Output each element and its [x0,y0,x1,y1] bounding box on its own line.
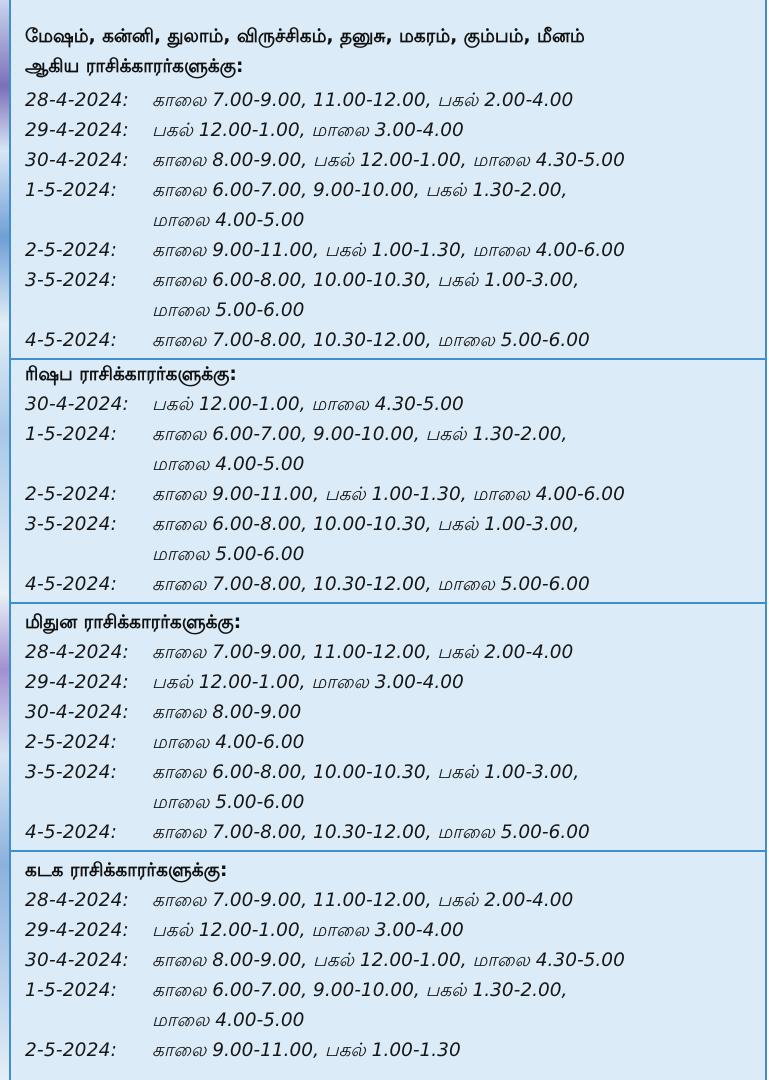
row-date: 3-5-2024: [25,270,118,291]
row-date: 1-5-2024: [25,180,118,201]
time-row [25,480,755,510]
row-times: காலை 7.00-9.00, 11.00-12.00, பகல் 2.00-4.00 [152,890,574,911]
row-date: 4-5-2024: [25,330,118,351]
row-times: காலை 7.00-8.00, 10.30-12.00, மாலை 5.00-6.00 [152,822,590,843]
time-row [25,668,755,698]
row-times: காலை 7.00-8.00, 10.30-12.00, மாலை 5.00-6.00 [152,574,590,595]
section-header: ஆகிய ராசிக்காரர்களுக்கு: [25,56,244,77]
row-times: காலை 6.00-7.00, 9.00-10.00, பகல் 1.30-2.00, [152,980,568,1001]
row-date: 2-5-2024: [25,732,118,753]
row-times: காலை 7.00-8.00, 10.30-12.00, மாலை 5.00-6.00 [152,330,590,351]
section-header: ரிஷப ராசிக்காரர்களுக்கு: [25,364,237,385]
time-row [25,176,755,206]
time-row [25,510,755,540]
time-row [25,390,755,420]
time-row [25,206,755,236]
rasi-section [11,0,765,360]
row-date: 30-4-2024: [25,702,129,723]
time-row [25,420,755,450]
row-times: மாலை 4.00-6.00 [152,732,305,753]
time-row [25,86,755,116]
row-times: மாலை 5.00-6.00 [152,300,305,321]
row-date [25,1006,152,1036]
time-row [25,540,755,570]
time-row [25,146,755,176]
time-row [25,1036,755,1066]
row-date: 29-4-2024: [25,920,129,941]
schedule-panel [9,0,767,1080]
time-row [25,638,755,668]
rasi-section [11,604,765,852]
row-times: காலை 6.00-8.00, 10.00-10.30, பகல் 1.00-3.00, [152,270,580,291]
row-times: காலை 6.00-7.00, 9.00-10.00, பகல் 1.30-2.00, [152,424,568,445]
row-date: 2-5-2024: [25,484,118,505]
row-date: 29-4-2024: [25,672,129,693]
time-row [25,886,755,916]
time-row [25,788,755,818]
row-times: மாலை 4.00-5.00 [152,1010,305,1031]
time-row [25,916,755,946]
row-date: 28-4-2024: [25,890,129,911]
row-date [25,540,152,570]
left-edge-decoration [0,0,9,1080]
row-times: மாலை 4.00-5.00 [152,210,305,231]
row-date [25,296,152,326]
row-times: பகல் 12.00-1.00, மாலை 3.00-4.00 [152,120,464,141]
row-times: பகல் 12.00-1.00, மாலை 4.30-5.00 [152,394,464,415]
row-date: 30-4-2024: [25,394,129,415]
row-date: 4-5-2024: [25,822,118,843]
time-row [25,818,755,848]
row-date: 30-4-2024: [25,950,129,971]
row-date: 1-5-2024: [25,424,118,445]
row-times: காலை 8.00-9.00, பகல் 12.00-1.00, மாலை 4.30-5.00 [152,150,625,171]
row-times: காலை 6.00-8.00, 10.00-10.30, பகல் 1.00-3.00, [152,514,580,535]
time-row [25,946,755,976]
row-times: காலை 9.00-11.00, பகல் 1.00-1.30 [152,1040,461,1061]
row-times: மாலை 4.00-5.00 [152,454,305,475]
time-row [25,450,755,480]
section-header: கடக ராசிக்காரர்களுக்கு: [25,860,228,881]
section-header: மேஷம், கன்னி, துலாம், விருச்சிகம், தனுசு, மகரம், கும்பம், மீனம் [25,26,585,47]
row-times: பகல் 12.00-1.00, மாலை 3.00-4.00 [152,672,464,693]
row-times: மாலை 5.00-6.00 [152,792,305,813]
time-row [25,236,755,266]
time-row [25,570,755,600]
row-date: 30-4-2024: [25,150,129,171]
row-times: காலை 9.00-11.00, பகல் 1.00-1.30, மாலை 4.00-6.00 [152,240,625,261]
time-row [25,976,755,1006]
time-row [25,698,755,728]
row-date: 1-5-2024: [25,980,118,1001]
row-date: 4-5-2024: [25,574,118,595]
row-date: 29-4-2024: [25,120,129,141]
row-date [25,450,152,480]
row-times: காலை 8.00-9.00 [152,702,302,723]
row-date: 3-5-2024: [25,514,118,535]
row-date: 2-5-2024: [25,1040,118,1061]
row-date: 3-5-2024: [25,762,118,783]
time-row [25,296,755,326]
row-date: 28-4-2024: [25,642,129,663]
row-times: மாலை 5.00-6.00 [152,544,305,565]
row-date [25,206,152,236]
row-times: காலை 9.00-11.00, பகல் 1.00-1.30, மாலை 4.00-6.00 [152,484,625,505]
rasi-section [11,852,765,1068]
row-times: காலை 6.00-7.00, 9.00-10.00, பகல் 1.30-2.00, [152,180,568,201]
row-times: காலை 6.00-8.00, 10.00-10.30, பகல் 1.00-3.00, [152,762,580,783]
time-row [25,116,755,146]
time-row [25,758,755,788]
row-date [25,788,152,818]
time-row [25,728,755,758]
time-row [25,326,755,356]
row-date: 2-5-2024: [25,240,118,261]
section-header: மிதுன ராசிக்காரர்களுக்கு: [25,612,242,633]
row-date: 28-4-2024: [25,90,129,111]
time-row [25,266,755,296]
row-times: காலை 7.00-9.00, 11.00-12.00, பகல் 2.00-4.00 [152,642,574,663]
time-row [25,1006,755,1036]
row-times: பகல் 12.00-1.00, மாலை 3.00-4.00 [152,920,464,941]
row-times: காலை 8.00-9.00, பகல் 12.00-1.00, மாலை 4.30-5.00 [152,950,625,971]
rasi-section [11,360,765,604]
row-times: காலை 7.00-9.00, 11.00-12.00, பகல் 2.00-4.00 [152,90,574,111]
